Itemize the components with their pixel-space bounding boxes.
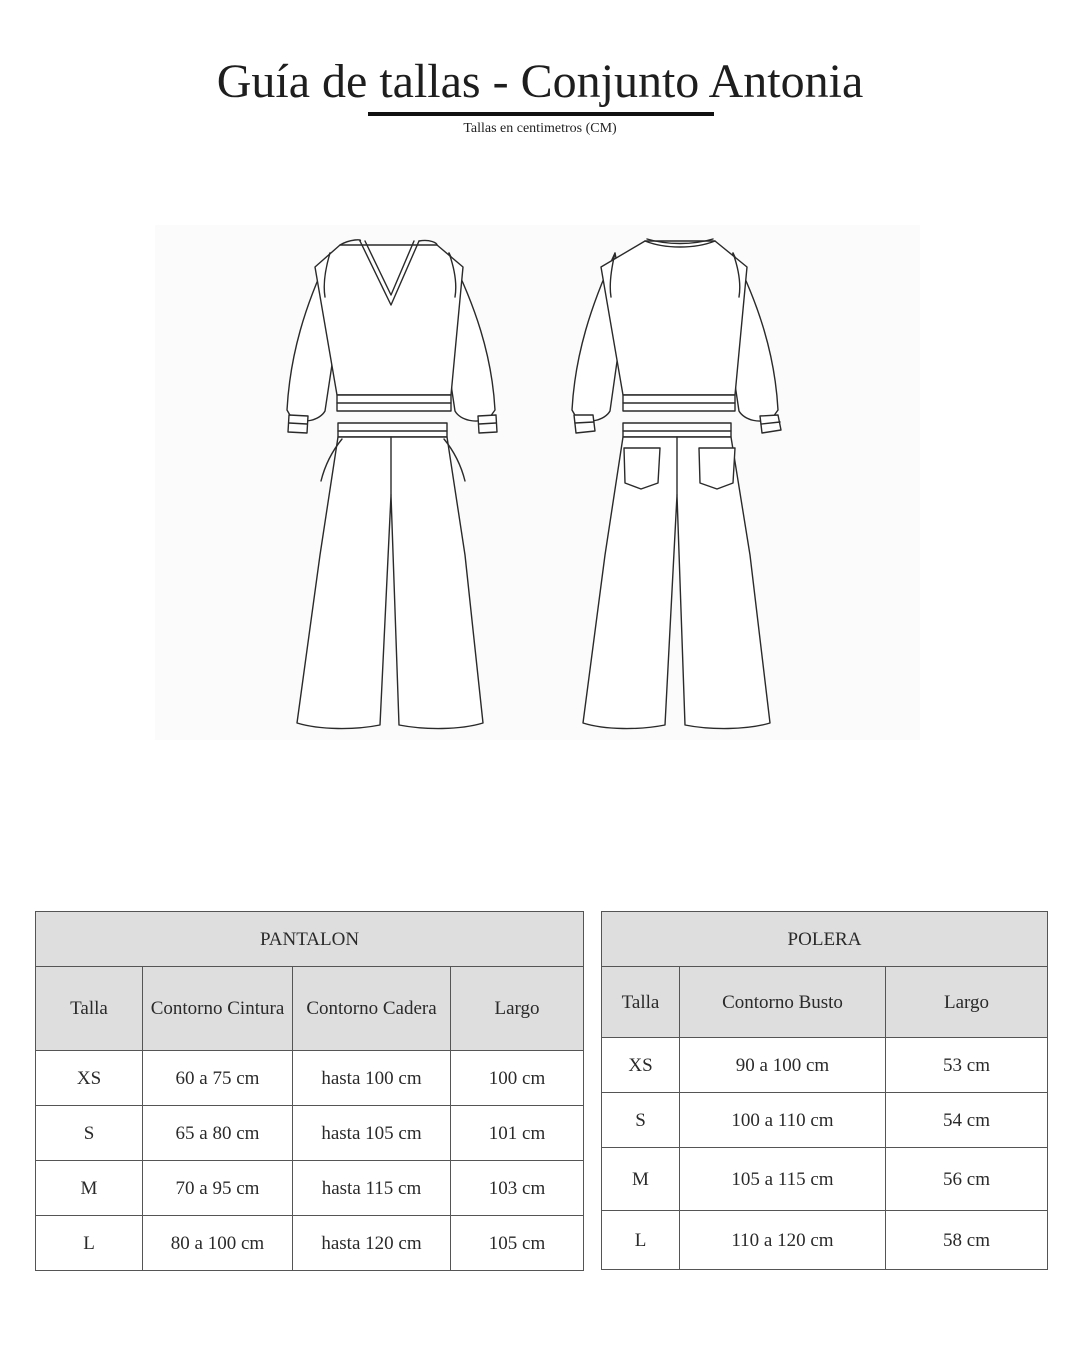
page-subtitle: Tallas en centimetros (CM): [463, 121, 617, 136]
table-cell: 56 cm: [886, 1148, 1048, 1211]
table-row: [602, 1038, 1048, 1093]
table-cell: 65 a 80 cm: [143, 1106, 293, 1161]
table-row: [36, 1161, 584, 1216]
table-cell: 101 cm: [451, 1106, 584, 1161]
table-cell: 100 cm: [451, 1051, 584, 1106]
pantalon-size-table: [35, 911, 584, 1271]
column-header: Contorno Busto: [680, 967, 886, 1038]
polera-table-title: POLERA: [602, 912, 1048, 967]
table-cell: 70 a 95 cm: [143, 1161, 293, 1216]
table-row: [602, 1148, 1048, 1211]
size-cell: L: [36, 1216, 143, 1271]
pantalon-table-title: PANTALON: [36, 912, 584, 967]
table-cell: hasta 105 cm: [293, 1106, 451, 1161]
table-row: [36, 1051, 584, 1106]
column-header: Contorno Cintura: [143, 967, 293, 1051]
page-title: Guía de tallas - Conjunto Antonia: [216, 55, 864, 108]
table-cell: 103 cm: [451, 1161, 584, 1216]
size-cell: L: [602, 1211, 680, 1270]
table-cell: hasta 120 cm: [293, 1216, 451, 1271]
size-cell: S: [36, 1106, 143, 1161]
size-cell: S: [602, 1093, 680, 1148]
table-cell: 58 cm: [886, 1211, 1048, 1270]
table-cell: 90 a 100 cm: [680, 1038, 886, 1093]
title-underline: [368, 112, 714, 116]
size-cell: M: [602, 1148, 680, 1211]
table-cell: 54 cm: [886, 1093, 1048, 1148]
table-row: [36, 1216, 584, 1271]
table-cell: hasta 115 cm: [293, 1161, 451, 1216]
table-row: [602, 1093, 1048, 1148]
table-cell: 53 cm: [886, 1038, 1048, 1093]
garment-illustration: [155, 225, 920, 740]
table-cell: 80 a 100 cm: [143, 1216, 293, 1271]
table-cell: 110 a 120 cm: [680, 1211, 886, 1270]
size-cell: XS: [36, 1051, 143, 1106]
size-cell: XS: [602, 1038, 680, 1093]
table-cell: 60 a 75 cm: [143, 1051, 293, 1106]
column-header: Contorno Cadera: [293, 967, 451, 1051]
table-cell: 105 a 115 cm: [680, 1148, 886, 1211]
table-row: [602, 1211, 1048, 1270]
table-row: [36, 1106, 584, 1161]
column-header: Talla: [36, 967, 143, 1051]
polera-size-table: [601, 911, 1048, 1270]
table-cell: hasta 100 cm: [293, 1051, 451, 1106]
size-cell: M: [36, 1161, 143, 1216]
column-header: Talla: [602, 967, 680, 1038]
table-cell: 105 cm: [451, 1216, 584, 1271]
column-header: Largo: [886, 967, 1048, 1038]
table-cell: 100 a 110 cm: [680, 1093, 886, 1148]
column-header: Largo: [451, 967, 584, 1051]
